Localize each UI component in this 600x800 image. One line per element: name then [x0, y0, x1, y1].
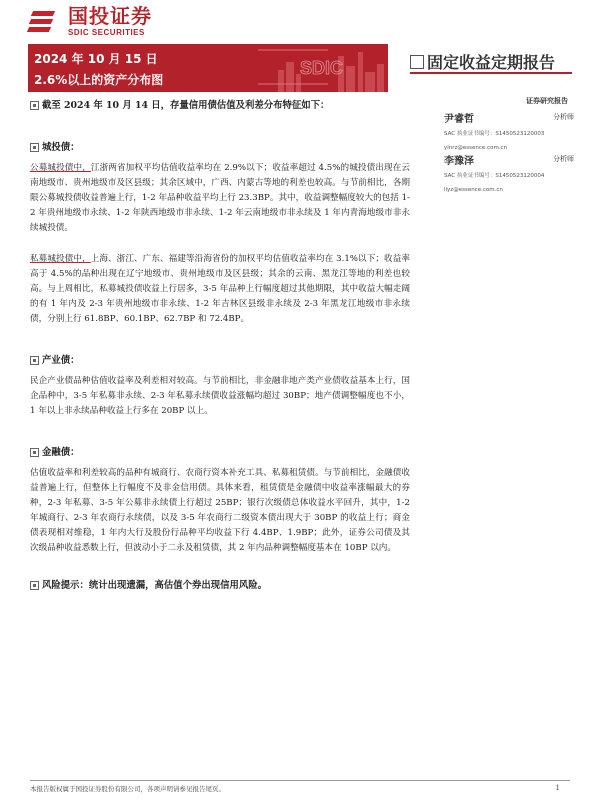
analyst-role: 分析师 — [553, 155, 574, 163]
analyst-email[interactable]: liyz@essence.com.cn — [444, 187, 503, 193]
footer-rule — [30, 780, 570, 781]
paragraph-text: 江浙两省加权平均估值收益率均在 2.9%以下；收益率超过 4.5%的城投债出现在云南地级市、贵州地级市及区县级；其余区域中，广西、内蒙古等地的利差也较高。与节前相比，各期限公募城投债收益普遍上行，1-2 年品种收益平均上行 23.3BP。其中，收益调整幅度较大的包括 1-2 年贵州地级市永续、1-2 年陕西地级市非永续、1-2 年云南地级市非永续及 1 年内青海地级市非永续城投债。 — [30, 163, 410, 233]
logo-mark-icon — [28, 9, 62, 35]
paragraph-lead: 私募城投债中， — [30, 254, 91, 264]
paragraph-text: 估值收益率和利差较高的品种有城商行、农商行资本补充工具、私募租赁债。与节前相比，金融债收益普遍上行，但整体上行幅度不及非金信用债。具体来看，租赁债是金融债中收益率涨幅最大的券种，2-3 年私募、3-5 年公募非永续债上行超过 25BP；银行次级债总体收益水平回升，其中，1-2 年城商行、2-3 年农商行永续债，以及 3-5 年农商行二级资本债出现大于 30BP 的收益上行；商金债表现相对维稳，1 年内大行及股份行品种平均收益下行 4.4BP、1.9BP；此外，证券公司债及其次级品种收益悉数上行，但波动小于二永及租赁债，其 2 年内品种调整幅度基本在 10BP 以内。 — [30, 468, 410, 553]
logo-text-cn: 国投证券 — [68, 4, 152, 28]
bullet-icon — [30, 143, 39, 152]
analyst-license: SAC 执业证书编号：S1450523120004 — [444, 173, 545, 179]
report-body — [30, 98, 410, 593]
analyst-card — [444, 152, 574, 193]
analyst-card — [444, 110, 574, 151]
page-number: 1 — [555, 784, 560, 792]
section-paragraph — [30, 374, 410, 419]
bullet-icon — [30, 101, 39, 110]
section-title-chanye: 产业债： — [30, 353, 410, 368]
analyst-license: SAC 执业证书编号：S1450523120003 — [444, 131, 545, 137]
report-date: 2024 年 10 月 15 日 — [34, 52, 158, 66]
section-title-chengtou: 城投债： — [30, 140, 410, 155]
paragraph-lead: 公募城投债中， — [30, 163, 91, 173]
paragraph-text: 上海、浙江、广东、福建等沿海省份的加权平均估值收益率均在 3.1%以下；收益率高于 4.5%的品种出现在辽宁地级市、贵州地级市及区县级；其余的云南、黑龙江等地的利差也较高。与上周相比，私募城投债收益上行居多，3-5 年品种上行幅度超过其他期限，其中收益大幅走阔的有 1 年内及 2-3 年贵州地级市非永续、1-2 年吉林区县级非永续及 2-3 年黑龙江地级市非永续债，分别上行 61.8BP、60.1BP、62.7BP 和 72.4BP。 — [30, 254, 410, 324]
intro-text: 截至 2024 年 10 月 14 日，存量信用债估值及利差分布特征如下： — [30, 98, 410, 113]
section-paragraph — [30, 466, 410, 556]
report-subtitle: 2.6%以上的资产分布图 — [34, 73, 164, 87]
logo-text-en: SDIC SECURITIES — [68, 28, 145, 37]
paragraph-text: 民企产业债品种估值收益率及利差相对较高。与节前相比，非金融非地产类产业债收益基本上行，国企品种中，3-5 年私募非永续、2-3 年私募永续债收益涨幅均超过 30BP；地产债调整幅度也不小，1 年以上非永续品种收益上行多在 20BP 以上。 — [30, 376, 410, 416]
report-type-label: 固定收益定期报告 — [427, 53, 556, 72]
analyst-name: 尹睿哲 — [444, 114, 474, 125]
bullet-icon — [30, 448, 39, 457]
analyst-email[interactable]: yinrz@essence.com.cn — [444, 145, 508, 151]
bullet-icon — [30, 581, 39, 590]
title-banner — [28, 44, 388, 92]
report-type — [410, 50, 555, 73]
bullet-icon — [30, 356, 39, 365]
footer-disclaimer: 本报告版权属于国投证券股份有限公司，各项声明请参见报告尾页。 — [30, 785, 225, 793]
analyst-role: 分析师 — [553, 113, 574, 121]
research-label: 证券研究报告 — [526, 96, 568, 105]
company-logo — [28, 6, 152, 37]
analyst-name: 李豫泽 — [444, 156, 474, 167]
section-paragraph — [30, 252, 410, 327]
section-title-jinrong: 金融债： — [30, 445, 410, 460]
section-paragraph — [30, 161, 410, 236]
risk-warning: 风险提示：统计出现遗漏，高估值个券出现信用风险。 — [30, 578, 410, 593]
report-type-rule — [410, 72, 572, 74]
banner-deco-text: SDIC — [300, 58, 344, 78]
report-type-icon — [410, 55, 424, 69]
skyline-decoration-icon — [238, 44, 388, 92]
